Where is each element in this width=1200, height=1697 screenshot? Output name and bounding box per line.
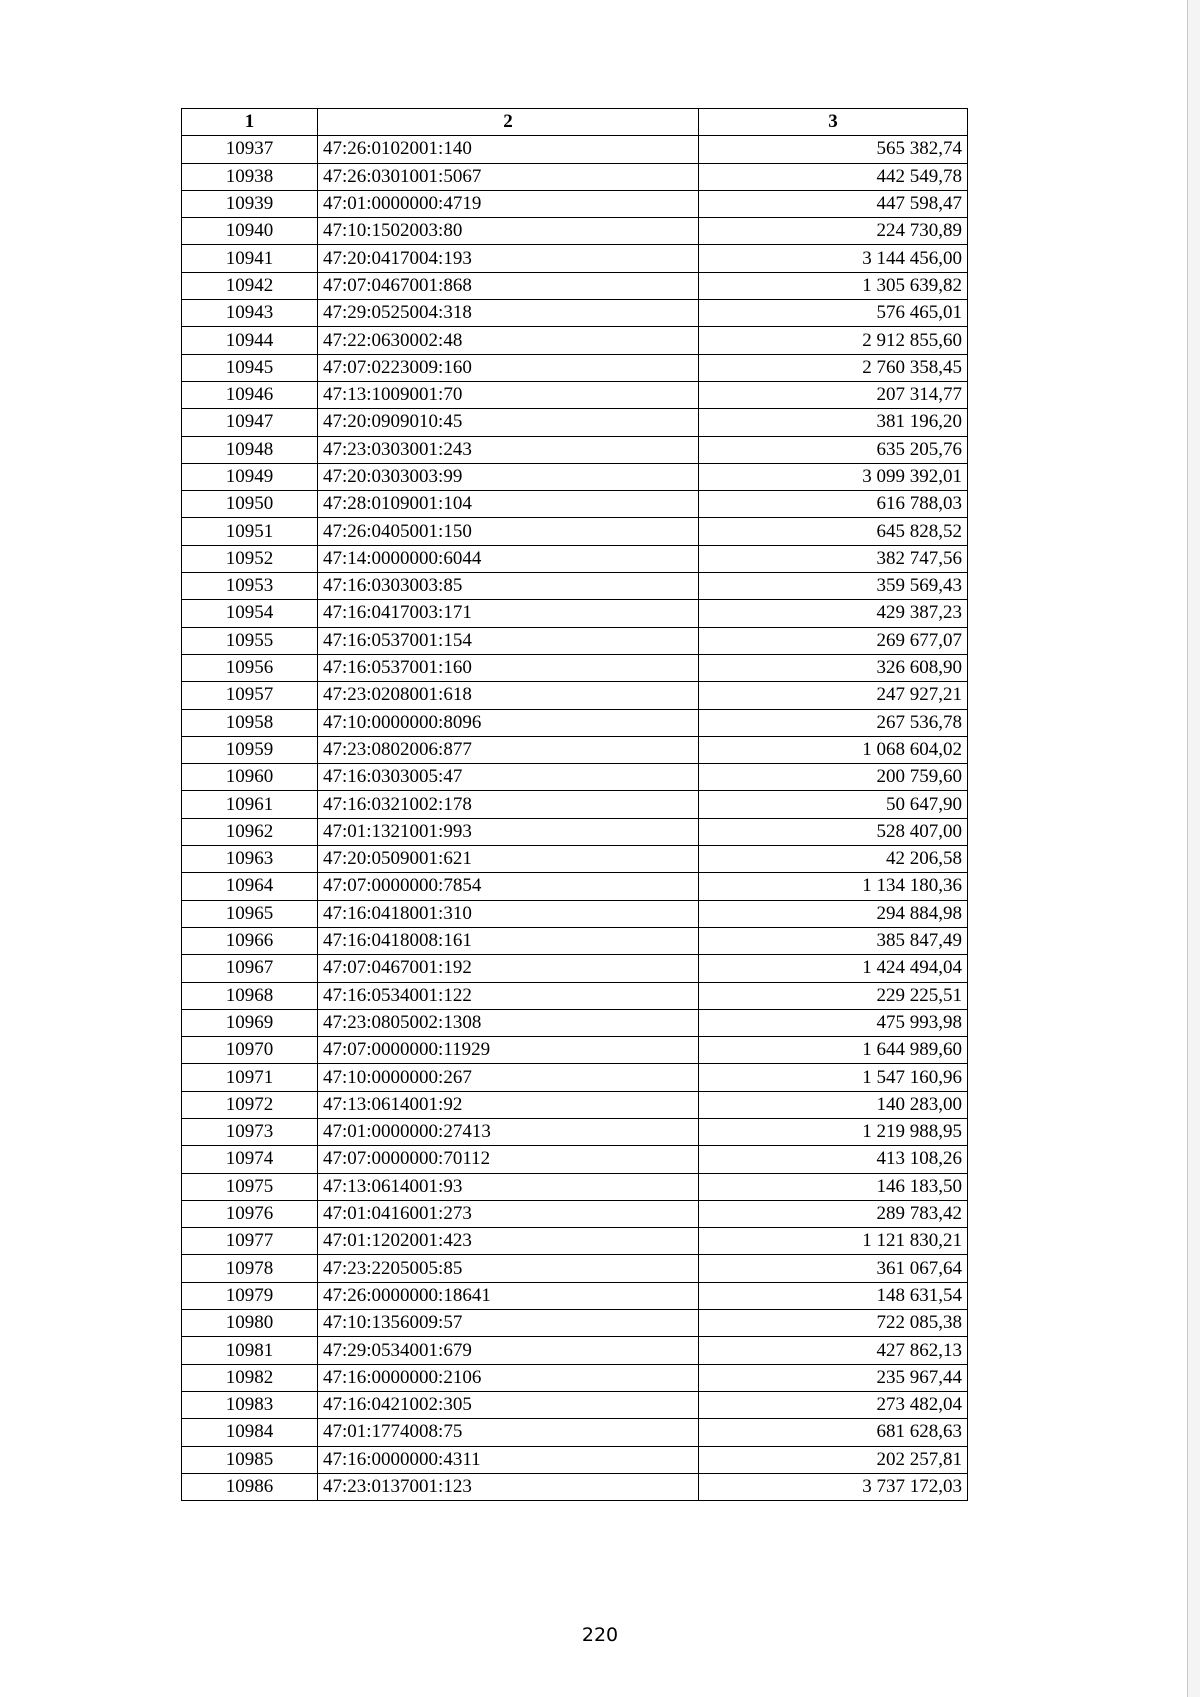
row-number: 10951 — [182, 518, 318, 545]
cadastral-number: 47:16:0534001:122 — [318, 982, 699, 1009]
table-header-row — [182, 109, 968, 136]
table-row — [182, 573, 968, 600]
row-number: 10976 — [182, 1200, 318, 1227]
row-number: 10945 — [182, 354, 318, 381]
cadastral-number: 47:07:0223009:160 — [318, 354, 699, 381]
cadastral-number: 47:22:0630002:48 — [318, 327, 699, 354]
cadastral-number: 47:07:0000000:70112 — [318, 1146, 699, 1173]
cadastral-value: 382 747,56 — [699, 545, 968, 572]
cadastral-value: 229 225,51 — [699, 982, 968, 1009]
row-number: 10966 — [182, 927, 318, 954]
row-number: 10937 — [182, 136, 318, 163]
row-number: 10971 — [182, 1064, 318, 1091]
cadastral-value: 359 569,43 — [699, 573, 968, 600]
cadastral-number: 47:20:0909010:45 — [318, 409, 699, 436]
table-row — [182, 873, 968, 900]
cadastral-value: 3 737 172,03 — [699, 1473, 968, 1500]
cadastral-number: 47:23:0303001:243 — [318, 436, 699, 463]
row-number: 10970 — [182, 1037, 318, 1064]
cadastral-number: 47:23:0802006:877 — [318, 736, 699, 763]
cadastral-value: 273 482,04 — [699, 1391, 968, 1418]
table-row — [182, 245, 968, 272]
table-row — [182, 1118, 968, 1145]
cadastral-number: 47:07:0467001:868 — [318, 272, 699, 299]
cadastral-number: 47:01:0000000:27413 — [318, 1118, 699, 1145]
table-row — [182, 1282, 968, 1309]
cadastral-number: 47:10:1356009:57 — [318, 1310, 699, 1337]
cadastral-value: 326 608,90 — [699, 654, 968, 681]
cadastral-value: 3 099 392,01 — [699, 463, 968, 490]
row-number: 10942 — [182, 272, 318, 299]
row-number: 10962 — [182, 818, 318, 845]
cadastral-number: 47:20:0509001:621 — [318, 846, 699, 873]
cadastral-value: 207 314,77 — [699, 381, 968, 408]
cadastral-value: 146 183,50 — [699, 1173, 968, 1200]
row-number: 10955 — [182, 627, 318, 654]
table-row — [182, 1091, 968, 1118]
row-number: 10975 — [182, 1173, 318, 1200]
row-number: 10944 — [182, 327, 318, 354]
row-number: 10949 — [182, 463, 318, 490]
row-number: 10959 — [182, 736, 318, 763]
cadastral-number: 47:16:0000000:4311 — [318, 1446, 699, 1473]
cadastral-number: 47:13:0614001:93 — [318, 1173, 699, 1200]
table-row — [182, 709, 968, 736]
row-number: 10964 — [182, 873, 318, 900]
table-row — [182, 136, 968, 163]
row-number: 10974 — [182, 1146, 318, 1173]
cadastral-value: 1 219 988,95 — [699, 1118, 968, 1145]
cadastral-value: 1 134 180,36 — [699, 873, 968, 900]
row-number: 10943 — [182, 300, 318, 327]
cadastral-number: 47:26:0102001:140 — [318, 136, 699, 163]
cadastral-value: 1 305 639,82 — [699, 272, 968, 299]
row-number: 10978 — [182, 1255, 318, 1282]
cadastral-value: 681 628,63 — [699, 1419, 968, 1446]
cadastral-value-table — [181, 108, 968, 1501]
row-number: 10963 — [182, 846, 318, 873]
row-number: 10977 — [182, 1228, 318, 1255]
cadastral-value: 42 206,58 — [699, 846, 968, 873]
row-number: 10957 — [182, 682, 318, 709]
table-row — [182, 1419, 968, 1446]
table-row — [182, 436, 968, 463]
cadastral-value: 1 068 604,02 — [699, 736, 968, 763]
cadastral-number: 47:29:0525004:318 — [318, 300, 699, 327]
table-row — [182, 354, 968, 381]
row-number: 10986 — [182, 1473, 318, 1500]
table-row — [182, 1009, 968, 1036]
cadastral-number: 47:29:0534001:679 — [318, 1337, 699, 1364]
cadastral-value: 645 828,52 — [699, 518, 968, 545]
cadastral-number: 47:16:0418008:161 — [318, 927, 699, 954]
cadastral-value: 381 196,20 — [699, 409, 968, 436]
cadastral-value: 2 912 855,60 — [699, 327, 968, 354]
table-row — [182, 982, 968, 1009]
row-number: 10972 — [182, 1091, 318, 1118]
cadastral-value: 2 760 358,45 — [699, 354, 968, 381]
table-row — [182, 818, 968, 845]
row-number: 10952 — [182, 545, 318, 572]
cadastral-value: 1 424 494,04 — [699, 955, 968, 982]
row-number: 10967 — [182, 955, 318, 982]
table-row — [182, 545, 968, 572]
cadastral-value: 616 788,03 — [699, 491, 968, 518]
cadastral-number: 47:20:0417004:193 — [318, 245, 699, 272]
cadastral-value: 565 382,74 — [699, 136, 968, 163]
row-number: 10960 — [182, 764, 318, 791]
cadastral-number: 47:16:0321002:178 — [318, 791, 699, 818]
table-row — [182, 1228, 968, 1255]
row-number: 10965 — [182, 900, 318, 927]
table-row — [182, 900, 968, 927]
table-row — [182, 463, 968, 490]
cadastral-number: 47:26:0405001:150 — [318, 518, 699, 545]
cadastral-number: 47:20:0303003:99 — [318, 463, 699, 490]
cadastral-value: 1 644 989,60 — [699, 1037, 968, 1064]
cadastral-number: 47:26:0301001:5067 — [318, 163, 699, 190]
cadastral-number: 47:10:1502003:80 — [318, 218, 699, 245]
row-number: 10948 — [182, 436, 318, 463]
cadastral-value: 148 631,54 — [699, 1282, 968, 1309]
table-row — [182, 381, 968, 408]
cadastral-number: 47:14:0000000:6044 — [318, 545, 699, 572]
cadastral-number: 47:16:0000000:2106 — [318, 1364, 699, 1391]
cadastral-value: 1 121 830,21 — [699, 1228, 968, 1255]
cadastral-value: 1 547 160,96 — [699, 1064, 968, 1091]
cadastral-value: 224 730,89 — [699, 218, 968, 245]
table-row — [182, 846, 968, 873]
cadastral-number: 47:16:0418001:310 — [318, 900, 699, 927]
column-header-3: 3 — [699, 109, 968, 136]
table-row — [182, 627, 968, 654]
column-header-2: 2 — [318, 109, 699, 136]
cadastral-number: 47:07:0467001:192 — [318, 955, 699, 982]
table-row — [182, 518, 968, 545]
cadastral-value: 385 847,49 — [699, 927, 968, 954]
cadastral-value: 722 085,38 — [699, 1310, 968, 1337]
table-row — [182, 190, 968, 217]
table-row — [182, 1310, 968, 1337]
cadastral-number: 47:07:0000000:7854 — [318, 873, 699, 900]
table-row — [182, 272, 968, 299]
row-number: 10979 — [182, 1282, 318, 1309]
cadastral-value: 235 967,44 — [699, 1364, 968, 1391]
cadastral-number: 47:10:0000000:8096 — [318, 709, 699, 736]
row-number: 10939 — [182, 190, 318, 217]
column-header-1: 1 — [182, 109, 318, 136]
row-number: 10946 — [182, 381, 318, 408]
table-row — [182, 791, 968, 818]
cadastral-number: 47:26:0000000:18641 — [318, 1282, 699, 1309]
table-row — [182, 927, 968, 954]
table-row — [182, 163, 968, 190]
cadastral-value: 269 677,07 — [699, 627, 968, 654]
table-row — [182, 654, 968, 681]
cadastral-value: 442 549,78 — [699, 163, 968, 190]
row-number: 10950 — [182, 491, 318, 518]
cadastral-value: 50 647,90 — [699, 791, 968, 818]
cadastral-value: 200 759,60 — [699, 764, 968, 791]
cadastral-value: 202 257,81 — [699, 1446, 968, 1473]
row-number: 10958 — [182, 709, 318, 736]
cadastral-number: 47:16:0303005:47 — [318, 764, 699, 791]
row-number: 10969 — [182, 1009, 318, 1036]
cadastral-value: 427 862,13 — [699, 1337, 968, 1364]
row-number: 10940 — [182, 218, 318, 245]
table-row — [182, 1037, 968, 1064]
table-row — [182, 600, 968, 627]
table-row — [182, 1200, 968, 1227]
cadastral-value: 429 387,23 — [699, 600, 968, 627]
table-row — [182, 491, 968, 518]
cadastral-number: 47:23:2205005:85 — [318, 1255, 699, 1282]
row-number: 10956 — [182, 654, 318, 681]
cadastral-number: 47:16:0303003:85 — [318, 573, 699, 600]
table-row — [182, 955, 968, 982]
row-number: 10953 — [182, 573, 318, 600]
table-row — [182, 682, 968, 709]
cadastral-number: 47:23:0137001:123 — [318, 1473, 699, 1500]
cadastral-value: 3 144 456,00 — [699, 245, 968, 272]
row-number: 10980 — [182, 1310, 318, 1337]
cadastral-value: 528 407,00 — [699, 818, 968, 845]
cadastral-number: 47:01:0416001:273 — [318, 1200, 699, 1227]
cadastral-value: 475 993,98 — [699, 1009, 968, 1036]
cadastral-value: 140 283,00 — [699, 1091, 968, 1118]
row-number: 10941 — [182, 245, 318, 272]
row-number: 10947 — [182, 409, 318, 436]
cadastral-value: 294 884,98 — [699, 900, 968, 927]
table-row — [182, 218, 968, 245]
table-row — [182, 1173, 968, 1200]
cadastral-value: 247 927,21 — [699, 682, 968, 709]
table-row — [182, 736, 968, 763]
table-row — [182, 1255, 968, 1282]
cadastral-value: 361 067,64 — [699, 1255, 968, 1282]
row-number: 10985 — [182, 1446, 318, 1473]
cadastral-value: 635 205,76 — [699, 436, 968, 463]
cadastral-number: 47:16:0537001:160 — [318, 654, 699, 681]
cadastral-value: 413 108,26 — [699, 1146, 968, 1173]
cadastral-number: 47:01:1202001:423 — [318, 1228, 699, 1255]
cadastral-number: 47:13:1009001:70 — [318, 381, 699, 408]
cadastral-number: 47:28:0109001:104 — [318, 491, 699, 518]
cadastral-number: 47:23:0805002:1308 — [318, 1009, 699, 1036]
row-number: 10973 — [182, 1118, 318, 1145]
page-number: 220 — [581, 1624, 619, 1646]
table-row — [182, 327, 968, 354]
row-number: 10968 — [182, 982, 318, 1009]
cadastral-number: 47:16:0417003:171 — [318, 600, 699, 627]
cadastral-number: 47:16:0537001:154 — [318, 627, 699, 654]
table-row — [182, 1391, 968, 1418]
cadastral-value: 447 598,47 — [699, 190, 968, 217]
cadastral-value: 576 465,01 — [699, 300, 968, 327]
table-row — [182, 1473, 968, 1500]
table-row — [182, 1364, 968, 1391]
cadastral-number: 47:23:0208001:618 — [318, 682, 699, 709]
row-number: 10954 — [182, 600, 318, 627]
row-number: 10984 — [182, 1419, 318, 1446]
table-row — [182, 409, 968, 436]
table-row — [182, 1146, 968, 1173]
cadastral-number: 47:07:0000000:11929 — [318, 1037, 699, 1064]
page-edge — [1187, 0, 1200, 1697]
table-row — [182, 1446, 968, 1473]
cadastral-number: 47:13:0614001:92 — [318, 1091, 699, 1118]
cadastral-number: 47:01:1321001:993 — [318, 818, 699, 845]
cadastral-number: 47:01:0000000:4719 — [318, 190, 699, 217]
row-number: 10961 — [182, 791, 318, 818]
cadastral-number: 47:16:0421002:305 — [318, 1391, 699, 1418]
table-row — [182, 764, 968, 791]
row-number: 10982 — [182, 1364, 318, 1391]
cadastral-value: 267 536,78 — [699, 709, 968, 736]
cadastral-number: 47:01:1774008:75 — [318, 1419, 699, 1446]
row-number: 10938 — [182, 163, 318, 190]
table-row — [182, 1064, 968, 1091]
cadastral-number: 47:10:0000000:267 — [318, 1064, 699, 1091]
table-row — [182, 300, 968, 327]
cadastral-value: 289 783,42 — [699, 1200, 968, 1227]
row-number: 10983 — [182, 1391, 318, 1418]
table-row — [182, 1337, 968, 1364]
row-number: 10981 — [182, 1337, 318, 1364]
